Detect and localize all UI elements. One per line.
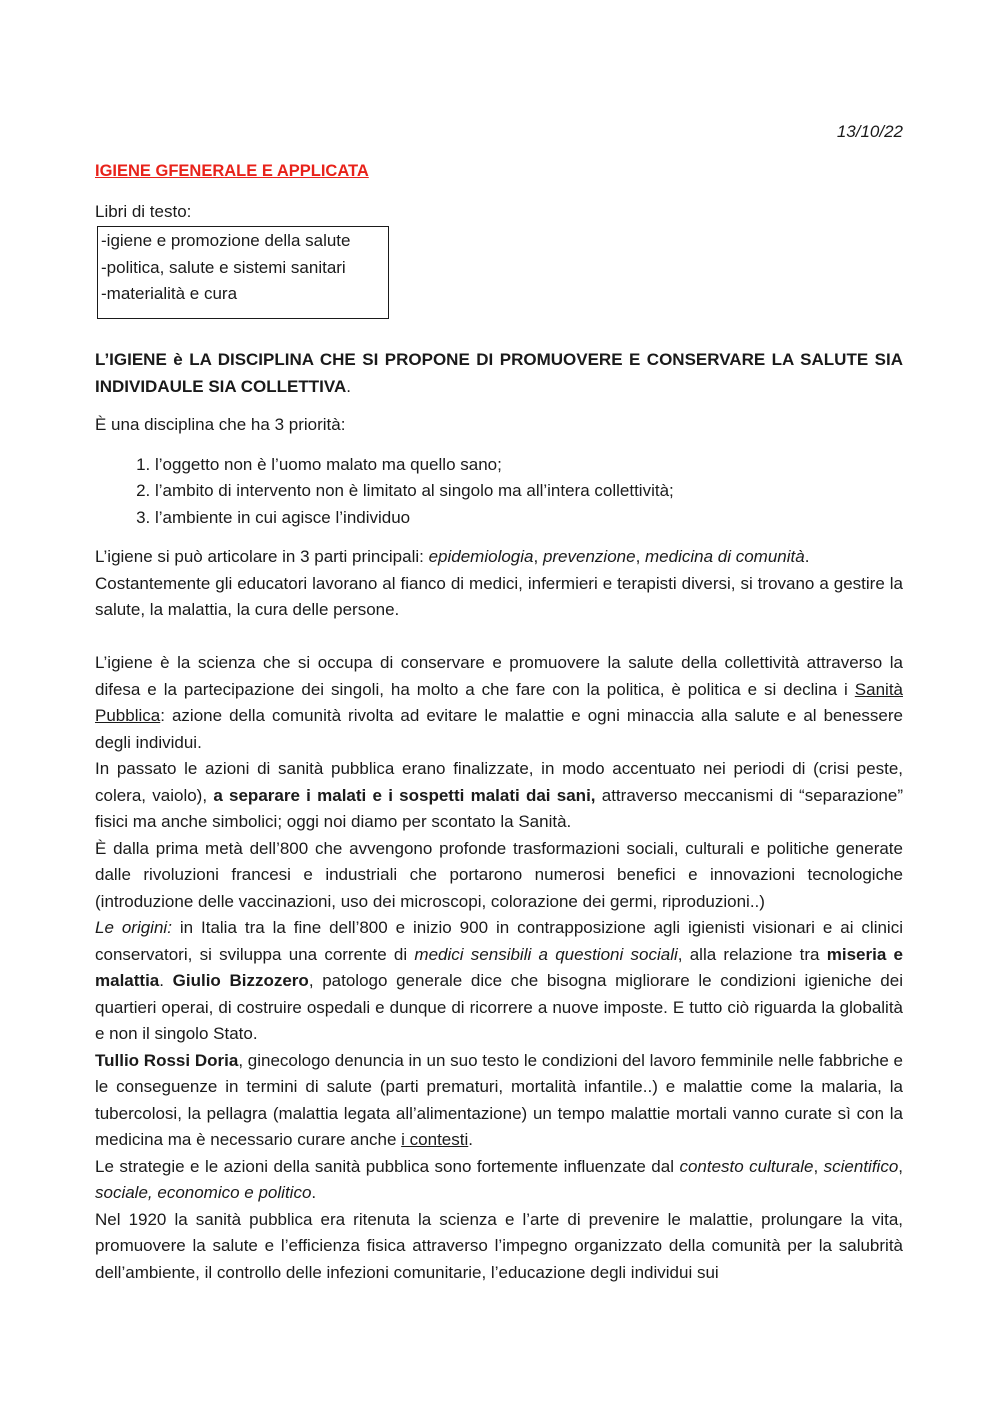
past-paragraph: [95, 756, 903, 836]
origins-paragraph: [95, 915, 903, 1048]
book-item: -igiene e promozione della salute: [101, 231, 351, 250]
strategies-italic: scientifico: [823, 1156, 899, 1176]
strategies-italic: contesto culturale: [679, 1156, 814, 1176]
tullio-text: , ginecologo denuncia in un suo testo le condizioni del lavoro femminile nelle fabbriche e le conseguenze in termini di salute (parti prematuri, mortalità infantile..) e malattie come la malaria, la tubercolosi, la pellagra (malattia legata all’alimentazione) un tempo malattie mortali vanno curate sì con la medicina ma è necessario curare anche: [95, 1050, 903, 1149]
part-prevention: prevenzione: [542, 547, 636, 566]
separator: ,: [533, 547, 543, 566]
books-box: [97, 226, 389, 319]
part-epidemiology: epidemiologia: [428, 547, 534, 566]
list-item: 1. l’oggetto non è l’uomo malato ma quello sano;: [155, 452, 903, 479]
eight-hundred-paragraph: È dalla prima metà dell’800 che avvengono profonde trasformazioni sociali, culturali e politiche generate dalle rivoluzioni francesi e industriali che portarono numerosi benefici e innovazioni tecnologiche (introduzione delle vaccinazioni, uso dei microscopi, colorazione dei germi, riproduzioni..): [95, 838, 903, 911]
origins-label: Le origini:: [95, 918, 172, 937]
contexts-term: i contesti: [401, 1130, 469, 1149]
part-community-medicine: medicina di comunità: [645, 547, 805, 566]
science-text: L’igiene è la scienza che si occupa di conservare e promuovere la salute della collettività attraverso la difesa e la partecipazione dei singoli, ha molto a che fare con la politica, è politica e si declina i: [95, 653, 903, 699]
past-bold: a separare i malati e i sospetti malati dai sani,: [213, 785, 596, 805]
definition-paragraph: [95, 347, 903, 400]
strategies-italic: sociale, economico e politico: [95, 1183, 312, 1202]
page-title: IGIENE GFENERALE E APPLICATA: [95, 162, 369, 180]
priorities-list: [95, 452, 903, 532]
book-item: -politica, salute e sistemi sanitari: [101, 257, 346, 277]
priorities-intro: È una disciplina che ha 3 priorità:: [95, 415, 346, 434]
origins-italic: medici sensibili a questioni sociali: [414, 944, 678, 964]
separator: ,: [898, 1156, 904, 1176]
year-1920-paragraph: Nel 1920 la sanità pubblica era ritenuta la scienza e l’arte di prevenire le malattie, prolungare la vita, promuovere la salute e l’efficienza fisica attraverso l’impegno organizzato della comunità per la salubrità dell’ambiente, il controllo delle infezioni comunitarie, l’educazione degli individui sui: [95, 1209, 903, 1282]
origins-text: in Italia tra la fine dell’800 e inizio 900 in contrapposizione agli igienisti visionari e ai clinici conservatori, si sviluppa una corrente di: [95, 918, 903, 964]
tullio-paragraph: [95, 1048, 903, 1154]
origins-bold: miseria e malattia: [95, 944, 904, 990]
separator: ,: [813, 1156, 824, 1176]
person-name: Tullio Rossi Doria: [95, 1050, 239, 1070]
books-label: Libri di testo:: [95, 202, 192, 221]
origins-text: .: [159, 971, 173, 990]
strategies-end: .: [311, 1183, 317, 1202]
origins-text-end: , patologo generale dice che bisogna migliorare le condizioni igieniche dei quartieri operai, di costruire ospedali e dunque di ricorrere a nuove imposte. E tutto ciò riguarda la globalità e non il singolo Stato.: [95, 971, 903, 1043]
tullio-end: .: [468, 1130, 473, 1149]
public-health-term: Sanità Pubblica: [95, 679, 903, 725]
science-text-end: : azione della comunità rivolta ad evitare le malattie e ogni minaccia alla salute e al benessere degli individui.: [95, 706, 903, 752]
person-name: Giulio Bizzozero: [172, 971, 309, 990]
list-item: 2. l’ambito di intervento non è limitato al singolo ma all’intera collettività;: [155, 478, 903, 505]
date: 13/10/22: [836, 122, 903, 141]
book-item: -materialità e cura: [101, 284, 238, 303]
parts-lead: L’igiene si può articolare in 3 parti principali:: [95, 547, 429, 566]
definition-end: .: [346, 376, 351, 396]
parts-paragraph: [95, 544, 903, 571]
science-paragraph: [95, 650, 903, 756]
list-item: 3. l’ambiente in cui agisce l’individuo: [155, 505, 903, 532]
document-body: [95, 347, 903, 1286]
separator: ,: [635, 547, 646, 566]
strategies-paragraph: [95, 1154, 903, 1207]
parts-end: .: [804, 547, 810, 566]
origins-text: , alla relazione tra: [677, 944, 827, 964]
definition-text: L’IGIENE è LA DISCIPLINA CHE SI PROPONE DI PROMUOVERE E CONSERVARE LA SALUTE SIA INDIVIDAULE SIA COLLETTIVA: [95, 350, 903, 396]
educators-paragraph: Costantemente gli educatori lavorano al fianco di medici, infermieri e terapisti diversi, si trovano a gestire la salute, la malattia, la cura delle persone.: [95, 573, 903, 619]
past-text-end: attraverso meccanismi di “separazione” fisici ma anche simbolici; oggi noi diamo per scontato la Sanità.: [95, 785, 903, 831]
past-text: In passato le azioni di sanità pubblica erano finalizzate, in modo accentuato nei periodi di (crisi peste, colera, vaiolo),: [95, 759, 903, 805]
strategies-text: Le strategie e le azioni della sanità pubblica sono fortemente influenzate dal: [95, 1156, 680, 1176]
